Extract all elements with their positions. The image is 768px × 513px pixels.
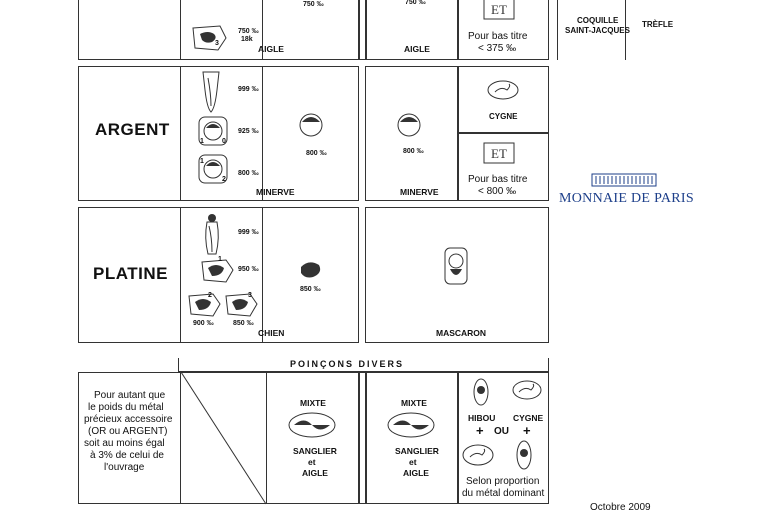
divers-cygne-label: CYGNE (513, 413, 544, 423)
or-750-18k-label: 750 ‰ (238, 28, 259, 35)
argent-sub-divider (180, 66, 181, 201)
argent-sub-divider-2 (262, 66, 263, 201)
argent-num-2: 2 (222, 176, 226, 183)
platine-num-3: 3 (248, 292, 252, 299)
argent-right-divider (457, 66, 459, 201)
minerve-head-icon (296, 110, 326, 140)
coquille-label-1: COQUILLE (577, 16, 619, 25)
divers-desc-line-7: l'ouvrage (104, 462, 145, 473)
svg-text:ET: ET (491, 2, 507, 17)
owl-icon (473, 378, 489, 406)
divers-divider-4 (365, 372, 367, 504)
argent-minerve-label-2: MINERVE (400, 187, 439, 197)
or-row-divider-1 (358, 0, 360, 60)
or-right-divider-b (557, 0, 558, 60)
argent-right-hline (457, 132, 549, 134)
divers-mixte-label-2: MIXTE (401, 398, 427, 408)
argent-num-0: 0 (222, 138, 226, 145)
owl-icon (516, 440, 532, 470)
argent-999: 999 ‰ (238, 86, 259, 93)
argent-cygne-label: CYGNE (489, 112, 518, 121)
divers-et-2: et (409, 457, 417, 467)
divers-header: POINÇONS DIVERS (290, 359, 405, 369)
divers-aigle-1: AIGLE (302, 468, 328, 478)
divers-aigle-2: AIGLE (403, 468, 429, 478)
or-750-label-top: 750 ‰ (303, 1, 324, 8)
divers-desc-line-1: Pour autant que (94, 390, 166, 401)
or-aigle-label-2: AIGLE (404, 44, 430, 54)
argent-bas-titre-1: Pour bas titre (468, 174, 528, 185)
or-750-label-top-2: 750 ‰ (405, 0, 426, 6)
divers-ou-label: OU (494, 426, 509, 437)
or-num-3: 3 (215, 40, 219, 47)
divers-mixte-label-1: MIXTE (300, 398, 326, 408)
or-18k-label: 18k (241, 36, 253, 43)
or-aigle-label-1: AIGLE (258, 44, 284, 54)
or-bas-titre-2: < 375 ‰ (478, 43, 517, 54)
boar-eagle-mixte-icon (288, 412, 336, 438)
platine-850-a: 850 ‰ (300, 286, 321, 293)
argent-800-a: 800 ‰ (238, 170, 259, 177)
argent-bas-titre-2: < 800 ‰ (478, 186, 517, 197)
or-row-divider-3 (457, 0, 459, 60)
eagle-head-icon (190, 24, 228, 52)
svg-text:ET: ET (491, 146, 507, 161)
platine-mascaron-label: MASCARON (436, 328, 487, 338)
amphora-icon (200, 70, 222, 114)
or-bas-titre-1: Pour bas titre (468, 31, 528, 42)
mascaron-icon (444, 247, 468, 285)
platine-950: 950 ‰ (238, 266, 259, 273)
platine-num-1: 1 (218, 256, 222, 263)
or-sub-divider (180, 0, 181, 60)
divers-desc-line-3: précieux accessoire (84, 414, 173, 425)
swan-icon (462, 444, 494, 466)
divers-desc-line-6: à 3% de celui de (90, 450, 164, 461)
platine-900: 900 ‰ (193, 320, 214, 327)
dog-head-icon (224, 292, 258, 318)
platine-850-b: 850 ‰ (233, 320, 254, 327)
platine-chien-label: CHIEN (258, 328, 285, 338)
divers-plus-1: + (476, 423, 484, 438)
divers-divider-3 (358, 372, 360, 504)
dog-head-icon (293, 257, 327, 283)
platine-title: PLATINE (93, 264, 168, 283)
argent-800-b: 800 ‰ (306, 150, 327, 157)
minerve-head-icon (394, 110, 424, 140)
et-hallmark-icon (483, 0, 515, 20)
monnaie-de-paris-logo-text: MONNAIE DE PARIS (559, 191, 694, 206)
coquille-label-2: SAINT-JACQUES (565, 26, 630, 35)
footer-date: Octobre 2009 (590, 502, 651, 513)
divers-hibou-label: HIBOU (468, 413, 496, 423)
argent-num-1: 1 (200, 138, 204, 145)
swan-icon (487, 80, 519, 100)
divers-proportion-1: Selon proportion (466, 476, 540, 487)
boar-eagle-mixte-icon (387, 412, 435, 438)
divers-proportion-2: du métal dominant (462, 488, 545, 499)
dog-head-icon (187, 292, 221, 318)
divers-et-1: et (308, 457, 316, 467)
monnaie-de-paris-logo-icon (590, 172, 658, 188)
divers-desc-line-4: (OR ou ARGENT) (88, 426, 168, 437)
trefle-label: TRÈFLE (642, 20, 674, 29)
divers-desc-line-5: soit au moins égal (84, 438, 165, 449)
diagonal-slash (181, 372, 266, 504)
et-hallmark-icon (483, 142, 515, 164)
divers-sanglier-2: SANGLIER (395, 446, 439, 456)
argent-925: 925 ‰ (238, 128, 259, 135)
argent-minerve-label-1: MINERVE (256, 187, 295, 197)
platine-sub-divider-2 (262, 207, 263, 343)
divers-desc-line-2: le poids du métal (88, 402, 164, 413)
dog-head-icon (200, 258, 234, 284)
divers-divider-5 (457, 372, 459, 504)
or-row-divider-2 (365, 0, 367, 60)
divers-plus-2: + (523, 423, 531, 438)
swan-icon (512, 380, 542, 400)
divers-sanglier-1: SANGLIER (293, 446, 337, 456)
argent-800-c: 800 ‰ (403, 148, 424, 155)
divers-divider-2 (266, 372, 267, 504)
penguin-icon (203, 212, 221, 256)
argent-num-1b: 1 (200, 158, 204, 165)
argent-title: ARGENT (95, 120, 170, 139)
platine-sub-divider (180, 207, 181, 343)
platine-num-2: 2 (208, 292, 212, 299)
platine-999: 999 ‰ (238, 229, 259, 236)
